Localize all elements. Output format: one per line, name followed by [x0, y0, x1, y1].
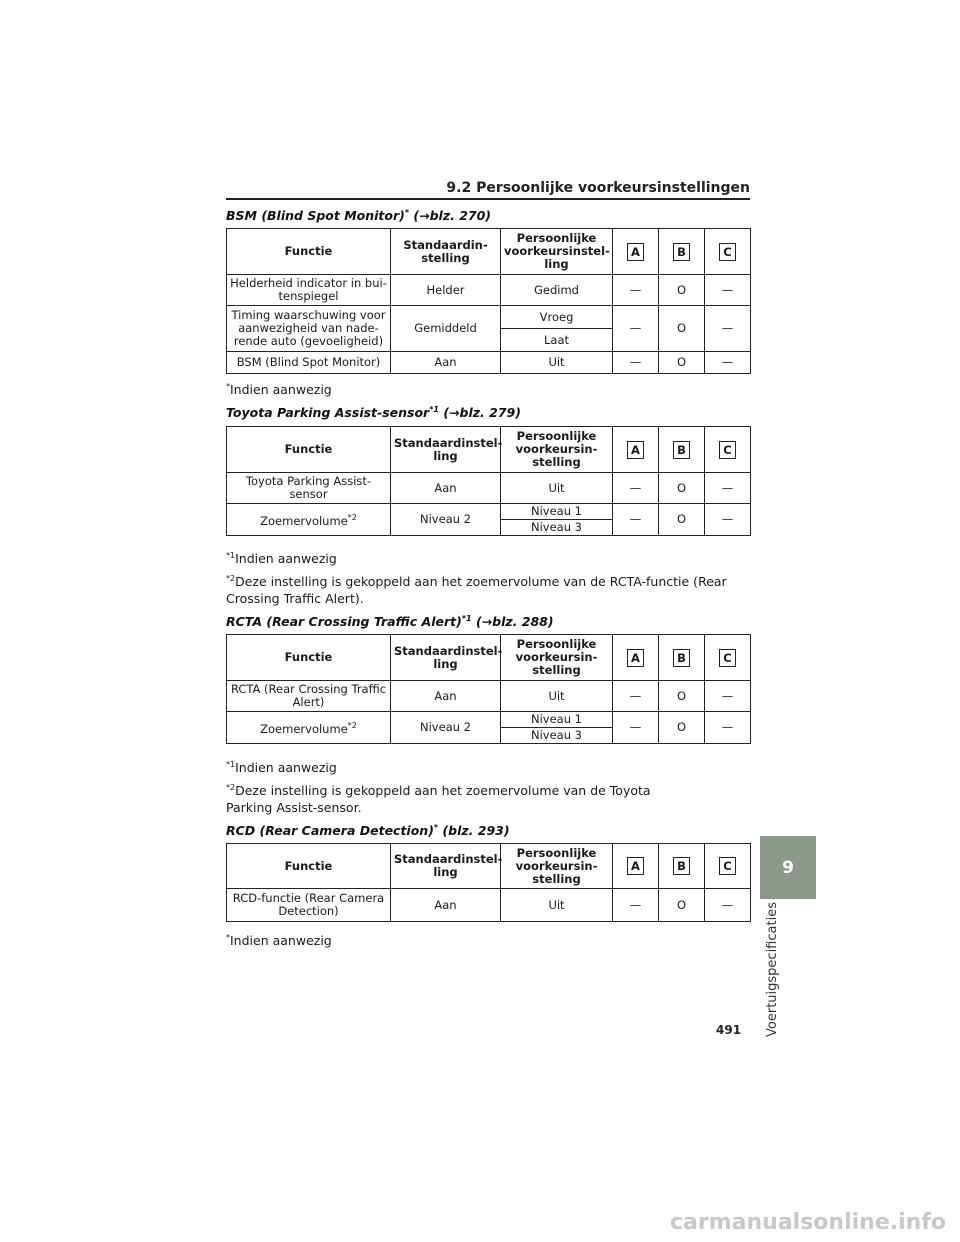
header-persoonlijk: Persoonlijke voorkeursin-stelling: [501, 427, 613, 473]
page-number: 491: [716, 1023, 742, 1037]
key-c-badge: C: [719, 243, 736, 261]
cell-persoonlijk: Vroeg: [501, 306, 613, 329]
header-a: [613, 229, 659, 275]
cell-a: —: [613, 504, 659, 536]
header-b: [659, 427, 705, 473]
header-b: [659, 844, 705, 889]
header-standaard: Standaardin-stelling: [391, 229, 501, 275]
key-c-badge: C: [719, 649, 736, 667]
bsm-footnote: [226, 378, 332, 398]
cell-c: —: [705, 275, 751, 306]
rcd-footnote: [226, 929, 332, 949]
cell-persoonlijk: Uit: [501, 352, 613, 374]
cell-standaard: Gemiddeld: [391, 306, 501, 352]
cell-c: —: [705, 306, 751, 352]
key-b-badge: B: [673, 649, 690, 667]
footnote-mark: *1: [226, 760, 236, 769]
rcd-title-mark: *: [433, 823, 439, 832]
cell-functie-mark: *2: [347, 513, 357, 523]
cell-functie: [227, 712, 391, 744]
header-b: [659, 229, 705, 275]
cell-functie-text: Zoemervolume: [260, 513, 348, 528]
watermark: carmanualsonline.info: [670, 1210, 946, 1235]
header-functie: Functie: [227, 229, 391, 275]
rcta-title-main: RCTA (Rear Crossing Traffic Alert): [226, 614, 462, 630]
cell-functie: Helderheid indicator in bui-tenspiegel: [227, 275, 391, 306]
cell-b: O: [659, 712, 705, 744]
tpa-table: [226, 426, 751, 536]
cell-standaard: Helder: [391, 275, 501, 306]
header-standaard: Standaardinstel-ling: [391, 635, 501, 681]
cell-persoonlijk: Uit: [501, 681, 613, 712]
header-c: [705, 427, 751, 473]
table-header-row: [227, 427, 751, 473]
tpa-section-title: [226, 405, 521, 420]
header-a: [613, 427, 659, 473]
rcta-table: [226, 634, 751, 744]
cell-functie: Toyota Parking Assist-sensor: [227, 473, 391, 504]
cell-a: —: [613, 712, 659, 744]
header-rule: [226, 198, 750, 200]
cell-a: —: [613, 352, 659, 374]
header-functie: Functie: [227, 844, 391, 889]
header-standaard: Standaardinstel-ling: [391, 427, 501, 473]
table-header-row: [227, 844, 751, 889]
tpa-title-mark: *1: [429, 405, 439, 414]
cell-b: O: [659, 275, 705, 306]
bsm-section-title: [226, 208, 491, 223]
cell-b: O: [659, 352, 705, 374]
rcta-title-ref: (→blz. 288): [471, 614, 554, 630]
key-b-badge: B: [673, 857, 690, 875]
footnote-mark: *2: [226, 574, 236, 583]
rcd-title-main: RCD (Rear Camera Detection): [226, 823, 434, 839]
rcd-table: [226, 843, 751, 922]
bsm-title-mark: *: [404, 208, 410, 217]
header-functie: Functie: [227, 427, 391, 473]
header-b: [659, 635, 705, 681]
rcta-section-title: [226, 614, 554, 629]
cell-c: —: [705, 352, 751, 374]
cell-standaard: Aan: [391, 352, 501, 374]
footnote-mark: *2: [226, 783, 236, 792]
cell-standaard: Niveau 2: [391, 504, 501, 536]
cell-c: —: [705, 712, 751, 744]
key-a-badge: A: [627, 649, 644, 667]
table-row: [227, 889, 751, 922]
cell-b: O: [659, 306, 705, 352]
cell-persoonlijk: Uit: [501, 889, 613, 922]
table-row: [227, 306, 751, 329]
table-header-row: [227, 635, 751, 681]
key-a-badge: A: [627, 857, 644, 875]
table-row: [227, 712, 751, 728]
cell-functie: RCTA (Rear Crossing Traffic Alert): [227, 681, 391, 712]
cell-persoonlijk: Laat: [501, 329, 613, 352]
footnote-text: Deze instelling is gekoppeld aan het zoemervolume van de Toyota Parking Assist-sensor.: [226, 783, 651, 816]
cell-persoonlijk: Niveau 1: [501, 504, 613, 520]
chapter-label: [760, 902, 784, 1037]
running-header: 9.2 Persoonlijke voorkeursinstellingen: [446, 180, 750, 196]
cell-functie: [227, 504, 391, 536]
cell-b: O: [659, 889, 705, 922]
key-b-badge: B: [673, 441, 690, 459]
footnote-text: Indien aanwezig: [230, 382, 332, 398]
cell-functie-mark: *2: [347, 721, 357, 731]
cell-standaard: Aan: [391, 889, 501, 922]
cell-persoonlijk: Niveau 1: [501, 712, 613, 728]
header-a: [613, 635, 659, 681]
chapter-label-text: Voertuigspecificaties: [764, 902, 780, 1037]
header-functie: Functie: [227, 635, 391, 681]
cell-a: —: [613, 889, 659, 922]
cell-functie-text: Zoemervolume: [260, 721, 348, 736]
footnote-text: Indien aanwezig: [235, 760, 337, 776]
cell-c: —: [705, 473, 751, 504]
cell-standaard: Aan: [391, 473, 501, 504]
key-a-badge: A: [627, 441, 644, 459]
tpa-title-ref: (→blz. 279): [438, 405, 521, 421]
rcd-title-ref: (blz. 293): [438, 823, 510, 839]
cell-a: —: [613, 681, 659, 712]
footnote-mark: *: [226, 933, 230, 942]
key-a-badge: A: [627, 243, 644, 261]
table-row: [227, 681, 751, 712]
rcta-footnote-1: [226, 756, 337, 776]
tpa-footnote-2: [226, 570, 750, 607]
bsm-table: [226, 228, 751, 374]
rcta-footnote-2: [226, 779, 686, 816]
cell-functie: RCD-functie (Rear Camera Detection): [227, 889, 391, 922]
footnote-text: Indien aanwezig: [230, 933, 332, 949]
table-row: [227, 473, 751, 504]
footnote-text: Indien aanwezig: [235, 551, 337, 567]
table-row: [227, 504, 751, 520]
cell-a: —: [613, 275, 659, 306]
cell-persoonlijk: Gedimd: [501, 275, 613, 306]
cell-b: O: [659, 504, 705, 536]
cell-standaard: Niveau 2: [391, 712, 501, 744]
header-c: [705, 635, 751, 681]
table-row: [227, 352, 751, 374]
table-header-row: [227, 229, 751, 275]
rcd-section-title: [226, 823, 510, 838]
cell-persoonlijk: Niveau 3: [501, 728, 613, 744]
footnote-mark: *1: [226, 551, 236, 560]
tpa-title-main: Toyota Parking Assist-sensor: [226, 405, 430, 421]
cell-functie: BSM (Blind Spot Monitor): [227, 352, 391, 374]
cell-a: —: [613, 306, 659, 352]
footnote-text: Deze instelling is gekoppeld aan het zoemervolume van de RCTA-functie (Rear Crossing Traffic Alert).: [226, 574, 727, 607]
header-c: [705, 844, 751, 889]
header-persoonlijk: Persoonlijke voorkeursinstel-ling: [501, 229, 613, 275]
header-persoonlijk: Persoonlijke voorkeursin-stelling: [501, 635, 613, 681]
bsm-title-ref: (→blz. 270): [409, 208, 491, 224]
cell-persoonlijk: Uit: [501, 473, 613, 504]
key-c-badge: C: [719, 857, 736, 875]
cell-functie: Timing waarschuwing voor aanwezigheid van nade-rende auto (gevoeligheid): [227, 306, 391, 352]
cell-persoonlijk: Niveau 3: [501, 520, 613, 536]
cell-c: —: [705, 889, 751, 922]
cell-c: —: [705, 504, 751, 536]
cell-b: O: [659, 473, 705, 504]
header-c: [705, 229, 751, 275]
cell-c: —: [705, 681, 751, 712]
cell-a: —: [613, 473, 659, 504]
bsm-title-main: BSM (Blind Spot Monitor): [226, 208, 405, 224]
key-b-badge: B: [673, 243, 690, 261]
cell-b: O: [659, 681, 705, 712]
chapter-tab: 9: [760, 836, 816, 899]
cell-standaard: Aan: [391, 681, 501, 712]
header-persoonlijk: Persoonlijke voorkeursin-stelling: [501, 844, 613, 889]
header-standaard: Standaardinstel-ling: [391, 844, 501, 889]
footnote-mark: *: [226, 382, 230, 391]
tpa-footnote-1: [226, 547, 337, 567]
table-row: [227, 275, 751, 306]
rcta-title-mark: *1: [461, 614, 472, 623]
key-c-badge: C: [719, 441, 736, 459]
header-a: [613, 844, 659, 889]
